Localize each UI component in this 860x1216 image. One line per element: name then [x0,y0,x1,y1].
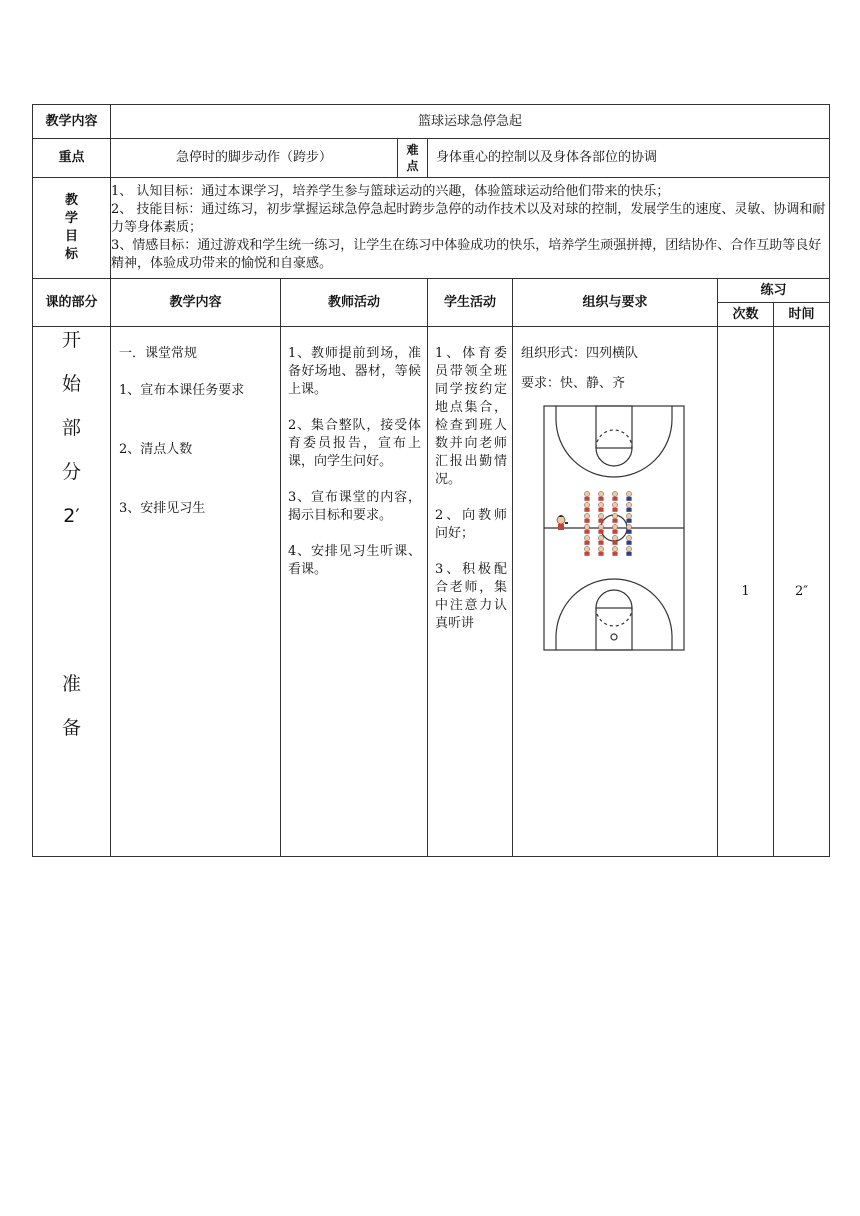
teacher-item: 2、集合整队，接受体育委员报告，宣布上课，向学生问好。 [288,418,421,469]
student-figure [626,524,631,533]
top-free-throw-arc [596,448,632,466]
student-figure [584,524,589,533]
student-figure [598,546,603,555]
goal-cognitive: 1、 认知目标：通过本课学习，培养学生参与篮球运动的兴趣，体验篮球运动给他们带来的快乐； [111,184,670,199]
student-item: 1、体育委员带领全班同学按约定地点集合，检查到班人数并向老师汇报出勤情况。 [435,346,507,487]
student-figure [584,513,589,522]
col-student-header: 学生活动 [428,279,513,327]
goal-skill: 2、 技能目标：通过练习，初步掌握运球急停急起时跨步急停的动作技术以及对球的控制，发展学生的速度、灵敏、协调和耐力等身体素质； [111,202,826,235]
student-figure [598,513,603,522]
student-figure [612,491,617,500]
bottom-free-throw-arc-dashed [596,608,632,626]
student-figure [598,524,603,533]
part-char: 备 [61,717,81,739]
student-figure [612,546,617,555]
goals-label-char: 标 [64,247,78,262]
part-char: 部 [61,417,81,439]
bottom-key [596,608,632,650]
student-formation [584,491,631,555]
difficulty-label-text: 难点 [406,143,419,173]
section-duration-cell: 2″ [774,327,830,857]
key-value: 急停时的脚步动作（跨步） [111,139,398,178]
content-row [33,105,830,139]
lesson-plan-table [32,104,830,857]
goals-text [111,178,830,279]
top-free-throw-arc-dashed [596,430,632,448]
content-value: 篮球运球急停急起 [111,105,830,139]
student-item: 3、积极配合老师，集中注意力认真听讲 [435,562,507,631]
student-figure [626,546,631,555]
org-form: 组织形式：四列横队 [521,346,639,361]
section-content-cell [111,327,281,857]
section-times-cell: 1 [718,327,774,857]
student-figure [598,491,603,500]
column-header-row [33,279,830,303]
top-key [596,406,632,448]
goals-label-char: 教 [64,193,78,208]
teacher-item: 3、宣布课堂的内容，揭示目标和要求。 [288,490,421,523]
goals-label [33,178,111,279]
section-organization-cell [513,327,718,857]
col-teacher-header: 教师活动 [281,279,428,327]
goals-row [33,178,830,279]
student-figure [612,513,617,522]
difficulty-value: 身体重心的控制以及身体各部位的协调 [428,139,830,178]
section-student-cell [428,327,513,857]
teacher-item: 4、安排见习生听课、看课。 [288,544,421,577]
content-item: 1、宣布本课任务要求 [119,383,245,398]
student-figure [584,535,589,544]
part-char: 开 [61,329,81,351]
section-teacher-cell [281,327,428,857]
student-figure [626,535,631,544]
content-item: 一．课堂常规 [119,346,198,361]
student-figure [584,502,589,511]
student-figure [584,546,589,555]
student-figure [598,502,603,511]
student-figure [612,524,617,533]
col-times-header: 次数 [718,303,774,327]
student-figure [584,491,589,500]
col-part-header: 课的部分 [33,279,111,327]
student-figure [626,502,631,511]
org-requirement: 要求：快、静、齐 [521,376,626,391]
difficulty-label [398,139,428,178]
part-char: 始 [61,373,81,395]
goals-label-char: 学 [64,211,78,226]
student-figure [626,491,631,500]
student-item: 2、向教师问好； [435,508,507,541]
student-figure [626,513,631,522]
col-duration-header: 时间 [774,303,830,327]
goal-affective: 3、情感目标：通过游戏和学生统一练习，让学生在练习中体验成功的快乐，培养学生顽强拼搏，团结协作、合作互助等良好精神，体验成功带来的愉悦和自豪感。 [111,238,822,271]
student-figure [598,535,603,544]
teacher-item: 1、教师提前到场，准备好场地、器材，等候上课。 [288,346,421,397]
student-figure [612,535,617,544]
section-row-start [33,327,830,857]
court-svg [543,405,685,651]
key-difficulty-row [33,139,830,178]
content-item: 3、安排见习生 [119,501,206,516]
student-figure [612,502,617,511]
bottom-hoop [611,634,617,640]
part-char: 准 [61,673,81,695]
part-char: 分 [61,461,81,483]
col-content-header: 教学内容 [111,279,281,327]
key-label: 重点 [33,139,111,178]
part-duration: 2′ [63,505,80,527]
section-part-cell [33,327,111,857]
goals-label-char: 目 [64,229,78,244]
col-organization-header: 组织与要求 [513,279,718,327]
bottom-free-throw-arc [596,590,632,608]
col-practice-header: 练习 [718,279,830,303]
content-item: 2、清点人数 [119,442,193,457]
basketball-court-diagram [543,405,685,651]
section-part-label [33,327,110,851]
content-label: 教学内容 [33,105,111,139]
